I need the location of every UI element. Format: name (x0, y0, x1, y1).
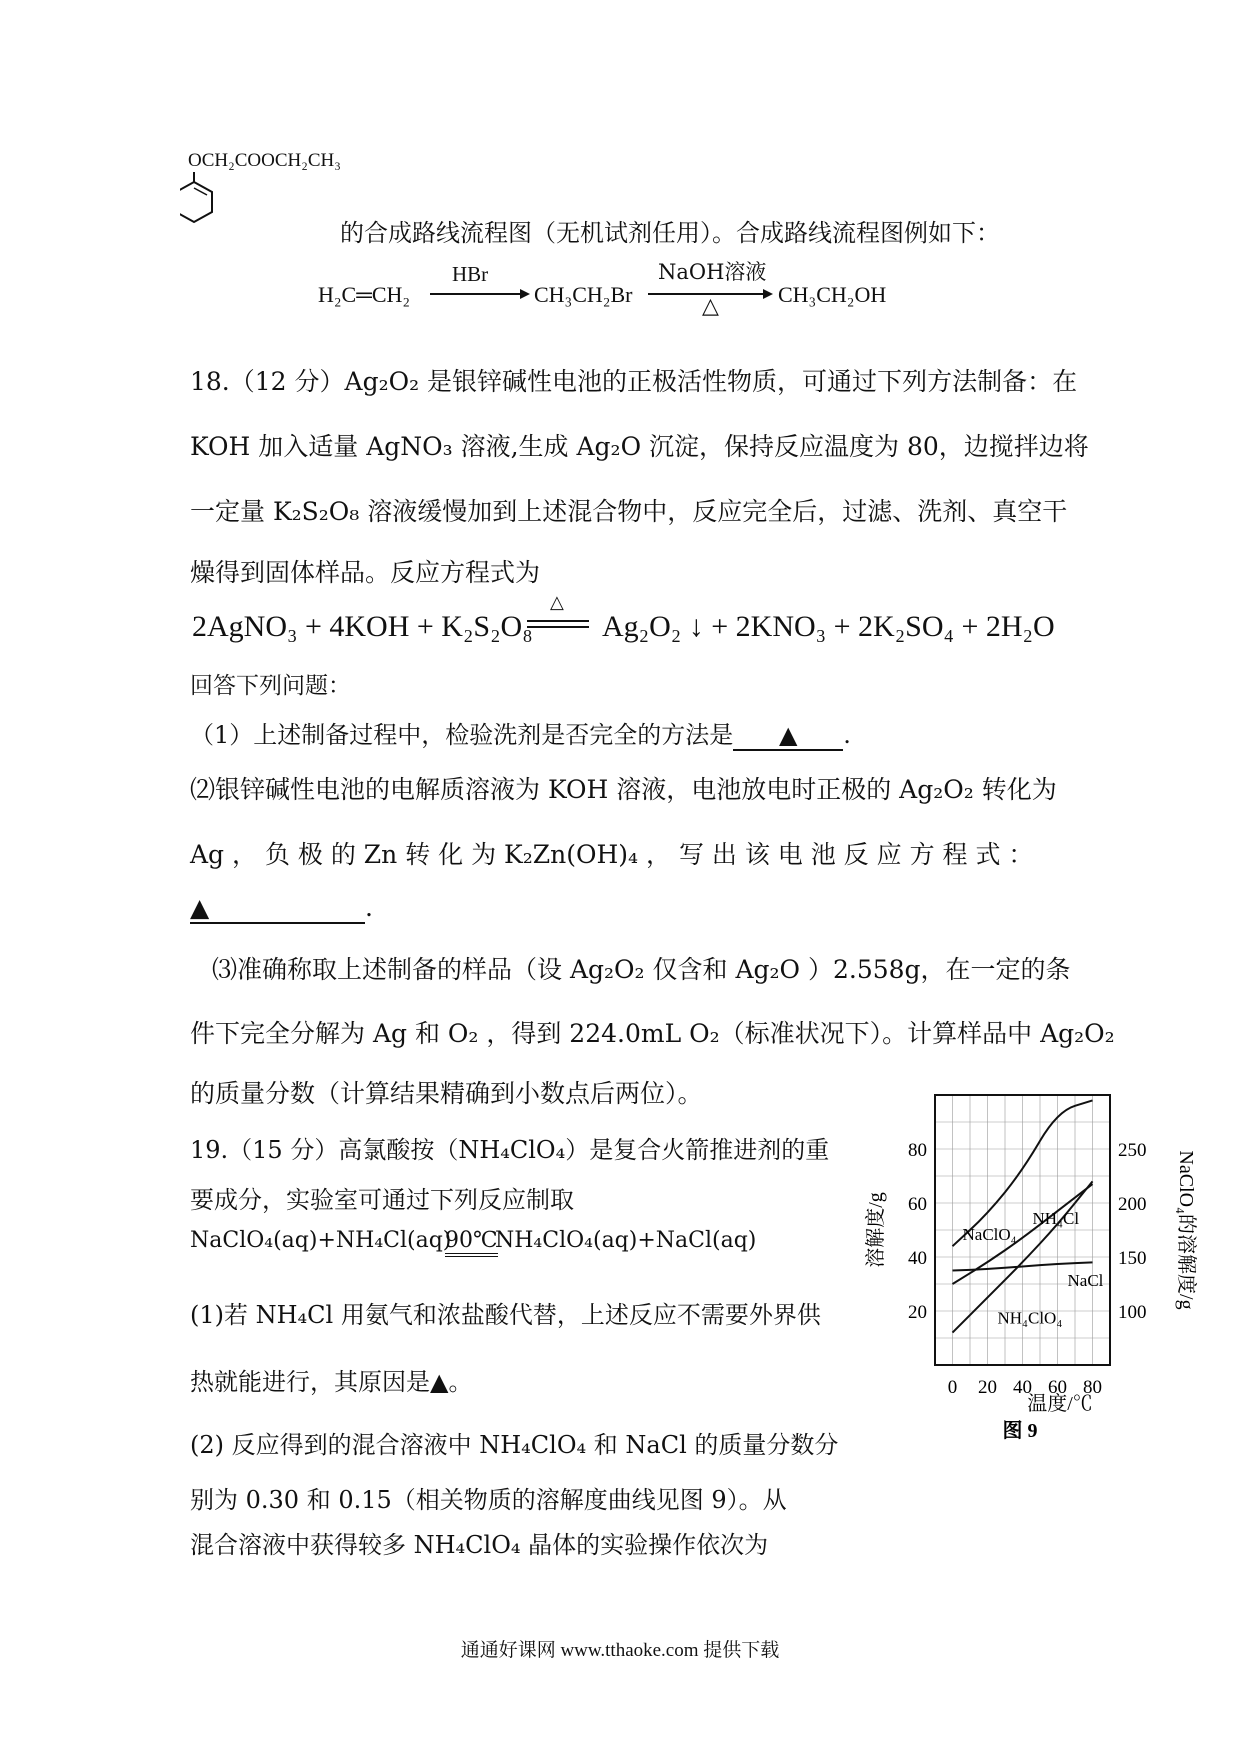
route-product: CH₃CH₂OH (778, 282, 887, 307)
q19-equation-left: NaClO₄(aq)+NH₄Cl(aq) (190, 1228, 452, 1253)
q19-line-2: 要成分，实验室可通过下列反应制取 (190, 1186, 574, 1214)
route-intro: 的合成路线流程图（无机试剂任用）。合成路线流程图例如下： (340, 219, 1000, 247)
figure-caption: 图 9 (1002, 1420, 1038, 1442)
q18-equation-left: 2AgNO₃ + 4KOH + K₂S₂O₈ (192, 610, 533, 643)
x-tick-label: 40 (1013, 1377, 1032, 1398)
y-tick-label-left: 80 (908, 1140, 927, 1161)
x-tick-label: 0 (947, 1377, 958, 1398)
y-tick-label-right: 150 (1118, 1248, 1147, 1269)
benzene-ring-structure (180, 170, 240, 230)
route-reactant: H₂C═CH₂ (318, 282, 411, 307)
q19-equation-right: NH₄ClO₄(aq)+NaCl(aq) (495, 1228, 757, 1253)
substituent-label: OCH₂COOCH₂CH₃ (188, 150, 341, 171)
q18-part-2a: ⑵银锌碱性电池的电解质溶液为 KOH 溶液，电池放电时正极的 Ag₂O₂ 转化为 (190, 775, 1057, 804)
route-arrow-1 (430, 288, 530, 300)
y-tick-label-left: 40 (908, 1248, 927, 1269)
q18-part-2-blank-line: ▲ . (190, 893, 373, 922)
y-tick-label-left: 20 (908, 1302, 927, 1323)
series-label: NaClO₄ (962, 1225, 1017, 1245)
q18-line-2: KOH 加入适量 AgNO₃ 溶液,生成 Ag₂O 沉淀，保持反应温度为 80，边搅拌边将 (190, 432, 1089, 461)
q19-equation (190, 1228, 810, 1268)
q18-line-3: 一定量 K₂S₂O₈ 溶液缓慢加到上述混合物中，反应完全后，过滤、洗剂、真空干 (190, 497, 1068, 526)
x-tick-label: 80 (1083, 1377, 1102, 1398)
y-tick-label-left: 60 (908, 1194, 927, 1215)
series-label: NaCl (1067, 1270, 1104, 1290)
q19-part-2c: 混合溶液中获得较多 NH₄ClO₄ 晶体的实验操作依次为 (190, 1531, 769, 1559)
answer-blank-1[interactable]: ▲ (733, 721, 843, 751)
q19-part-2a: (2) 反应得到的混合溶液中 NH₄ClO₄ 和 NaCl 的质量分数分 (190, 1431, 839, 1459)
q18-line-4: 燥得到固体样品。反应方程式为 (190, 558, 541, 587)
y-axis-left-label: 溶解度/g (865, 1192, 887, 1268)
route-condition-2: △ (702, 294, 719, 319)
q19-part-2b: 别为 0.30 和 0.15（相关物质的溶解度曲线见图 9）。从 (190, 1486, 787, 1514)
q18-part-3c: 的质量分数（计算结果精确到小数点后两位）。 (190, 1079, 703, 1108)
series-label: NH₄ClO₄ (997, 1308, 1063, 1328)
q18-part-2b: Ag ， 负 极 的 Zn 转 化 为 K₂Zn(OH)₄ ， 写 出 该 电 池 反 应 方 程 式 ： (190, 840, 1034, 869)
route-intermediate: CH₃CH₂Br (534, 282, 633, 307)
x-tick-label: 60 (1048, 1377, 1067, 1398)
y-tick-label-right: 100 (1118, 1302, 1147, 1323)
answer-blank-2[interactable]: ▲ (190, 893, 365, 924)
q19-equation-condition: 90℃ (445, 1228, 498, 1257)
route-example (318, 262, 938, 322)
x-tick-label: 20 (978, 1377, 997, 1398)
y-tick-label-right: 250 (1118, 1140, 1147, 1161)
solubility-chart (860, 1090, 1200, 1445)
answer-blank-3[interactable]: ▲ (430, 1368, 449, 1396)
page-footer: 通通好课网 www.tthaoke.com 提供下载 (460, 1640, 780, 1661)
x-axis-label: 温度/℃ (1027, 1393, 1093, 1415)
q18-equation-right: Ag₂O₂ ↓ + 2KNO₃ + 2K₂SO₄ + 2H₂O (602, 610, 1055, 643)
route-reagent-1: HBr (452, 262, 489, 286)
q18-part-3b: 件下完全分解为 Ag 和 O₂ ，得到 224.0mL O₂（标准状况下）。计算样品中 Ag₂O₂ (190, 1019, 1115, 1048)
series-label: NH₄Cl (1032, 1209, 1080, 1229)
q18-equation (192, 592, 1072, 654)
y-axis-right-label: NaClO₄的溶解度/g (1175, 1150, 1197, 1310)
route-reagent-2: NaOH溶液 (658, 260, 767, 284)
q18-line-1: 18.（12 分）Ag₂O₂ 是银锌碱性电池的正极活性物质，可通过下列方法制备：在 (190, 367, 1078, 396)
y-tick-label-right: 200 (1118, 1194, 1147, 1215)
q18-part-3a: ⑶准确称取上述制备的样品（设 Ag₂O₂ 仅含和 Ag₂O ）2.558g，在一定的条 (212, 955, 1071, 984)
q19-part-1b: 热就能进行，其原因是▲。 (190, 1368, 473, 1396)
q18-prompt: 回答下列问题： (190, 673, 351, 699)
q19-line-1: 19.（15 分）高氯酸按（NH₄ClO₄）是复合火箭推进剂的重 (190, 1136, 830, 1164)
q18-equation-condition: △ (550, 592, 564, 613)
q18-part-1: （1）上述制备过程中，检验洗剂是否完全的方法是 ▲ . (190, 721, 851, 749)
q19-part-1a: (1)若 NH₄Cl 用氨气和浓盐酸代替，上述反应不需要外界供 (190, 1301, 821, 1329)
